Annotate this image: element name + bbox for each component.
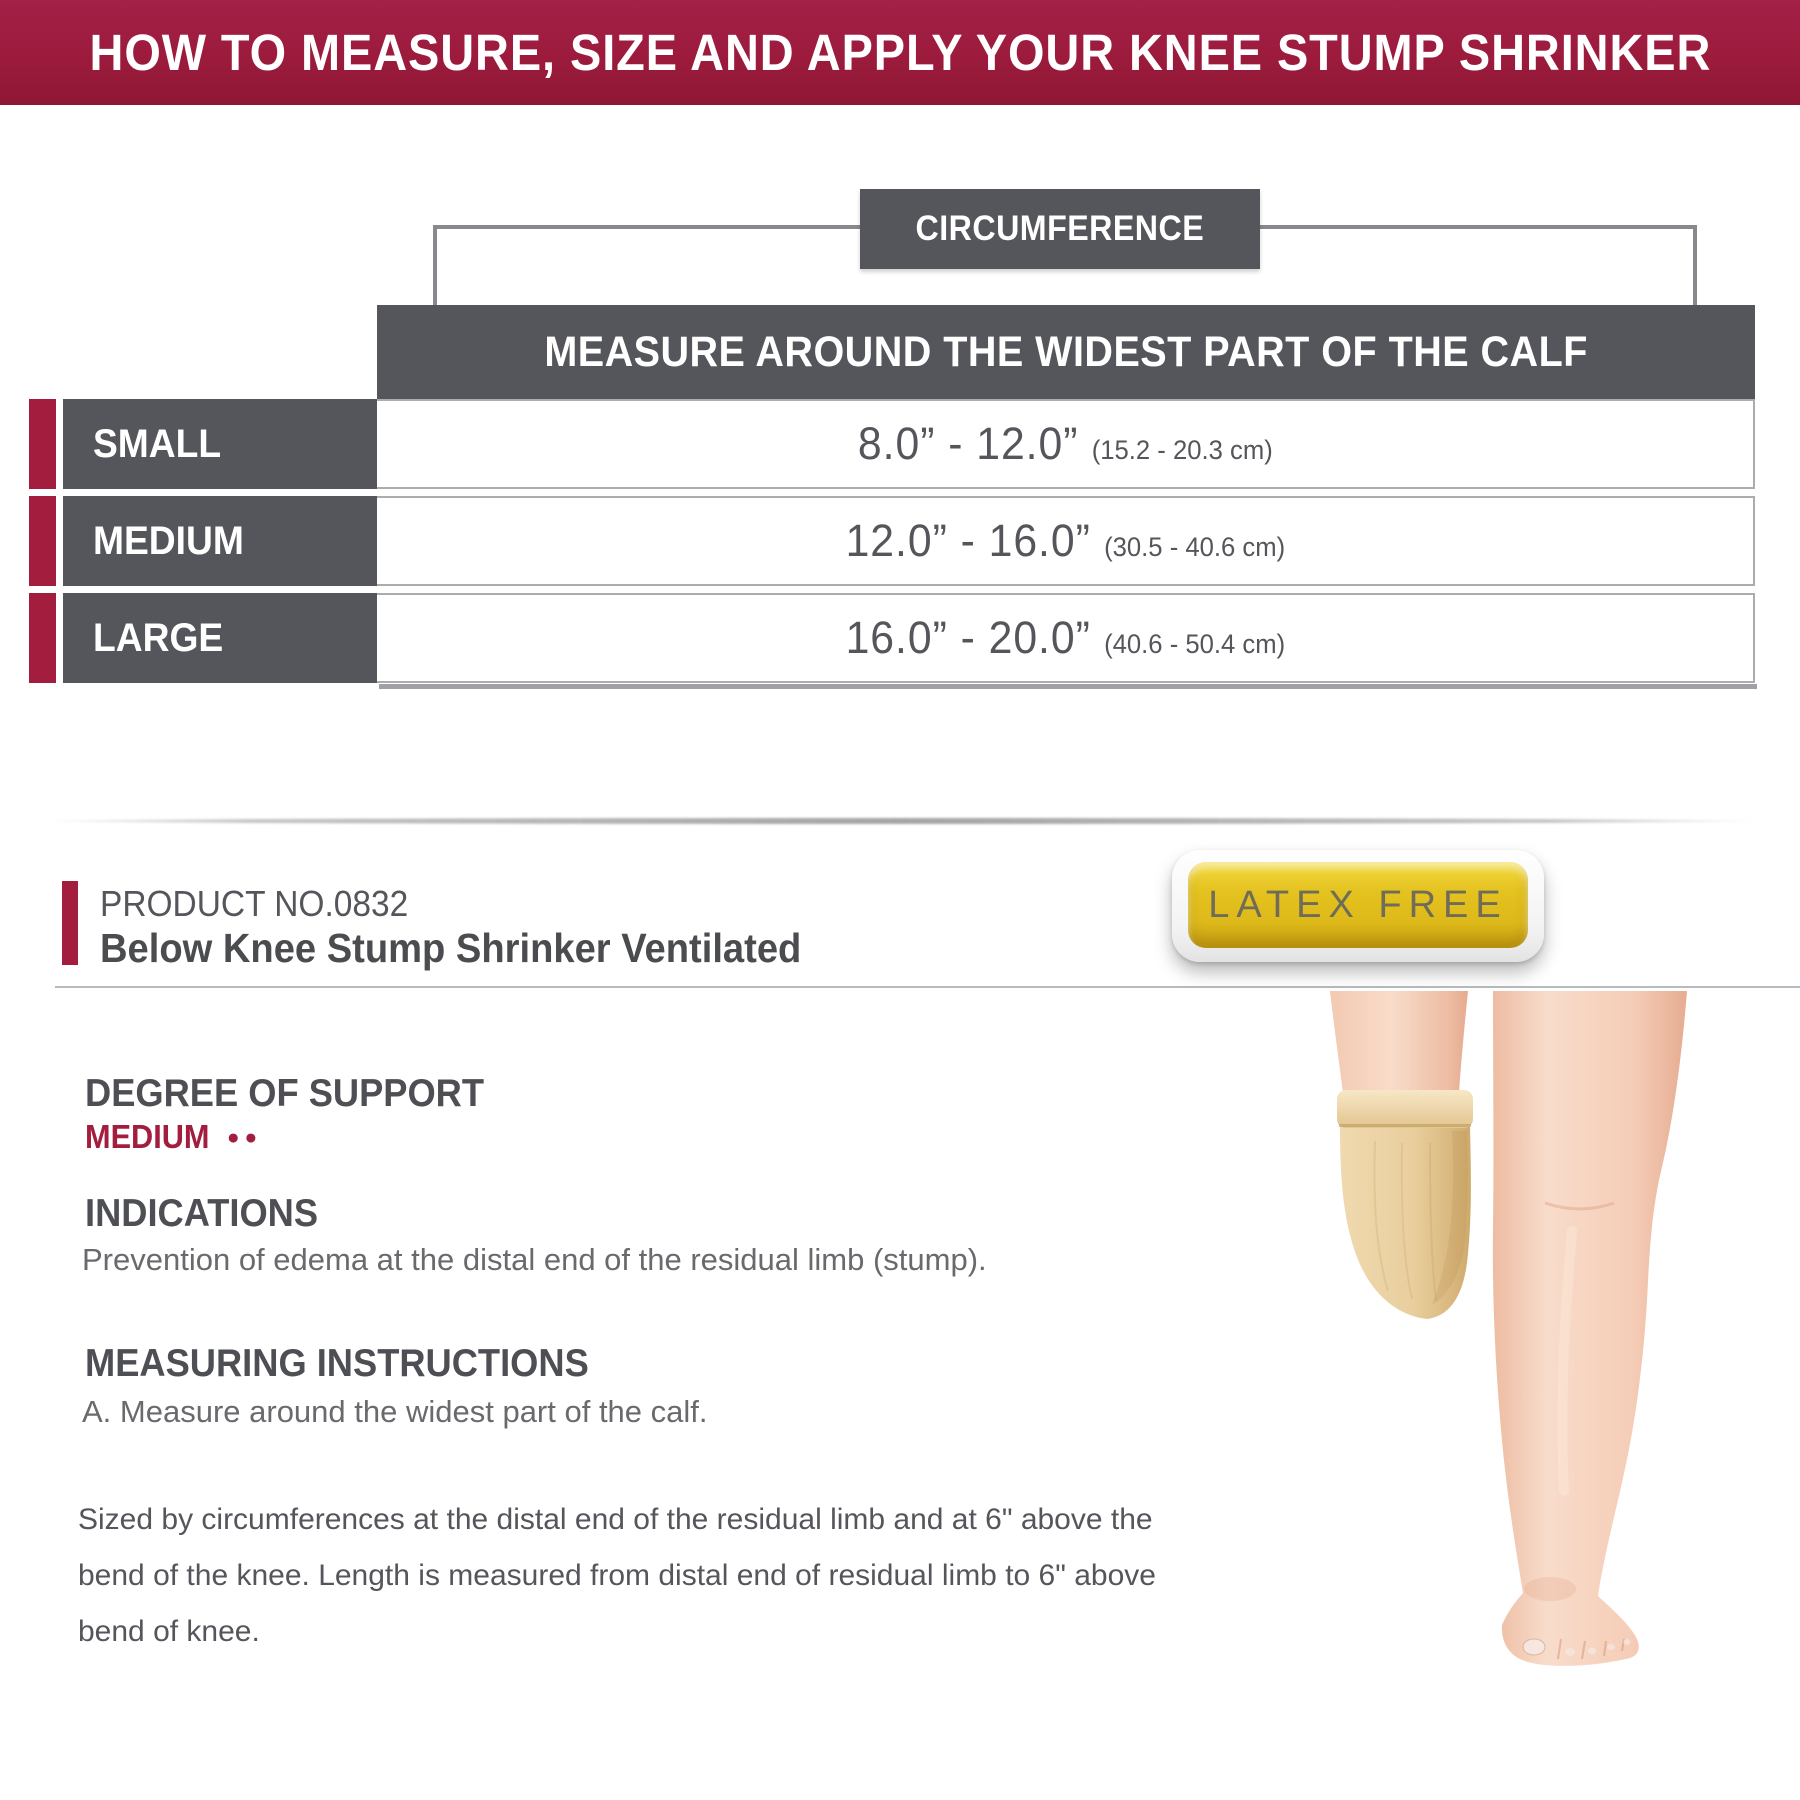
table-row-medium <box>0 496 1800 586</box>
table-row-large <box>0 593 1800 683</box>
toe-nail <box>1588 1648 1597 1655</box>
latex-free-badge <box>1172 850 1544 962</box>
size-label: SMALL <box>63 399 377 489</box>
bracket-line-left <box>433 225 437 307</box>
sizing-note: Sized by circumferences at the distal end of the residual limb and at 6" above the bend of the knee. Length is measured from distal end of residual limb to 6" above bend of knee. <box>78 1503 1156 1648</box>
sock-cuff <box>1337 1090 1473 1128</box>
right-leg <box>1493 991 1687 1666</box>
product-number: PRODUCT NO.0832 <box>100 883 409 924</box>
cm-range: (40.6 - 50.4 cm) <box>1103 629 1285 659</box>
section-divider <box>40 818 1760 824</box>
column-header: MEASURE AROUND THE WIDEST PART OF THE CALF <box>377 305 1755 400</box>
toe-nail <box>1624 1639 1631 1645</box>
sock-cuff-edge <box>1339 1124 1471 1127</box>
inches-range: 12.0” - 16.0” <box>845 515 1091 566</box>
size-value <box>377 399 1755 489</box>
table-bottom-border <box>379 684 1757 689</box>
product-name: Below Knee Stump Shrinker Ventilated <box>100 925 802 971</box>
indications-text: Prevention of edema at the distal end of the residual limb (stump). <box>82 1242 987 1277</box>
inches-range: 8.0” - 12.0” <box>857 418 1079 469</box>
row-accent-bar <box>29 593 56 683</box>
banner <box>0 0 1800 105</box>
degree-of-support-heading: DEGREE OF SUPPORT <box>85 1072 485 1115</box>
ankle-shading <box>1524 1577 1576 1601</box>
size-value <box>377 593 1755 683</box>
latex-free-badge-face <box>1188 862 1528 948</box>
inches-range: 16.0” - 20.0” <box>845 612 1091 663</box>
indications-heading: INDICATIONS <box>85 1192 319 1235</box>
circumference-header: CIRCUMFERENCE <box>860 189 1260 269</box>
row-accent-bar <box>29 496 56 586</box>
support-level: MEDIUM ●● <box>85 1118 263 1155</box>
bracket-line-right <box>1693 225 1697 307</box>
size-value <box>377 496 1755 586</box>
cm-range: (15.2 - 20.3 cm) <box>1091 435 1273 465</box>
table-row-small <box>0 399 1800 489</box>
big-toe-nail <box>1523 1639 1545 1655</box>
latex-free-label: LATEX FREE <box>1208 883 1508 926</box>
size-label: MEDIUM <box>63 496 377 586</box>
measuring-step-a: A. Measure around the widest part of the calf. <box>82 1394 708 1429</box>
left-thigh <box>1330 991 1468 1093</box>
row-accent-bar <box>29 399 56 489</box>
measuring-instructions-heading: MEASURING INSTRUCTIONS <box>85 1342 589 1385</box>
product-accent-bar <box>62 881 78 965</box>
page-title: HOW TO MEASURE, SIZE AND APPLY YOUR KNEE STUMP SHRINKER <box>89 24 1711 81</box>
toe-nail <box>1607 1644 1615 1650</box>
legs-illustration <box>1240 991 1800 1691</box>
size-label: LARGE <box>63 593 377 683</box>
support-level-dots-icon: ●● <box>226 1126 263 1149</box>
product-divider-line <box>55 986 1800 988</box>
cm-range: (30.5 - 40.6 cm) <box>1103 532 1285 562</box>
toe-nail <box>1565 1648 1575 1656</box>
